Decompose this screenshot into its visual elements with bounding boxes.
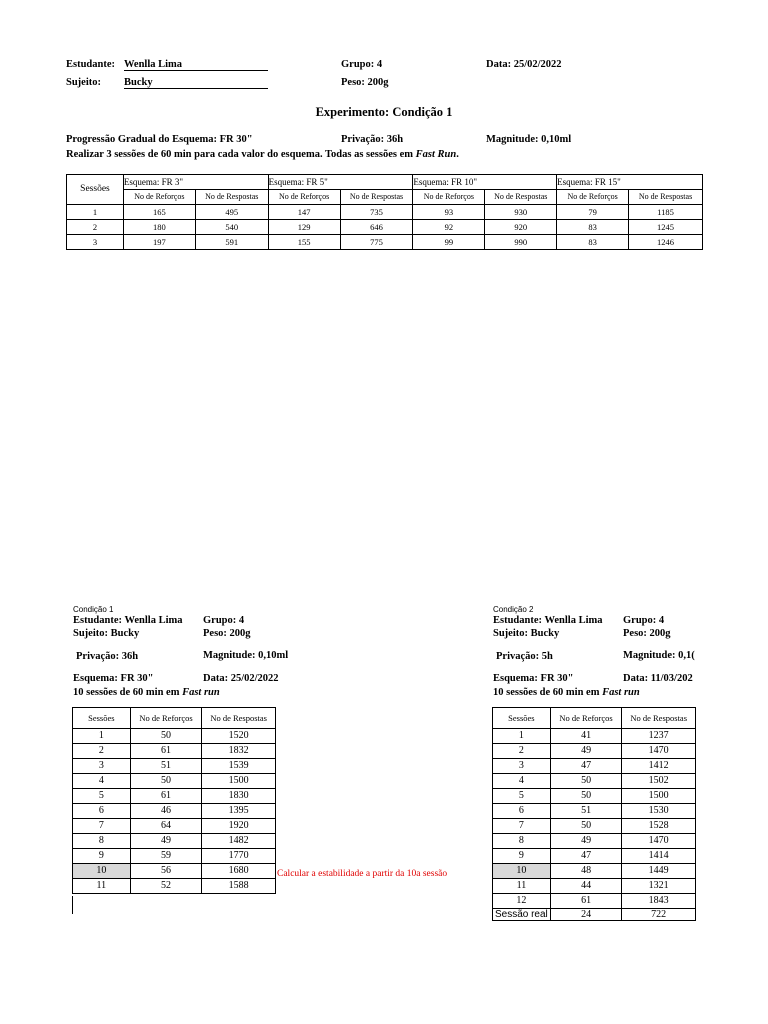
table-cell: 6: [73, 804, 131, 819]
table-row: [493, 879, 696, 894]
cond2-magnitude: Magnitude: 0,1(: [623, 650, 695, 661]
table-cell: 930: [485, 205, 557, 220]
table-cell: 197: [123, 235, 195, 250]
cond2-label: Condição 2: [493, 605, 534, 614]
cond1-sujeito: Sujeito: Bucky: [73, 628, 140, 639]
table-cell: 61: [130, 744, 202, 759]
table-row: [493, 744, 696, 759]
table-cell: 920: [485, 220, 557, 235]
table-cell: 4: [73, 774, 131, 789]
table-cell: 1470: [622, 834, 696, 849]
table-cell: 3: [493, 759, 551, 774]
table-cell: 1500: [202, 774, 276, 789]
table-cell: 7: [493, 819, 551, 834]
cond2-sessions-main: 10 sessões de 60 min em: [493, 687, 603, 698]
table-cell: 155: [268, 235, 340, 250]
table-row: [73, 879, 276, 894]
privacao-field: Privação: 36h: [341, 134, 404, 145]
table-cell: 1237: [622, 729, 696, 744]
cond1-sessions-main: 10 sessões de 60 min em: [73, 687, 183, 698]
table-cell: 83: [557, 235, 629, 250]
table-cell: 147: [268, 205, 340, 220]
instruction-end: .: [456, 149, 459, 160]
cond2-table: [492, 707, 696, 921]
table-cell: 591: [195, 235, 268, 250]
table-cell: 9: [73, 849, 131, 864]
table-cell: 47: [550, 849, 622, 864]
table-cell: 64: [130, 819, 202, 834]
table-cell: 1770: [202, 849, 276, 864]
table-cell: 1539: [202, 759, 276, 774]
table-cell: 1321: [622, 879, 696, 894]
cond2-col-respostas: No de Respostas: [622, 708, 696, 729]
sub-respostas: No de Respostas: [629, 190, 703, 205]
table-row: [67, 220, 703, 235]
table-cell: 1830: [202, 789, 276, 804]
cond2-sessions-text: [493, 687, 640, 698]
table-row: [73, 759, 276, 774]
cond2-sessions-italic: Fast run: [602, 687, 640, 698]
sub-respostas: No de Respostas: [195, 190, 268, 205]
col-sessoes: Sessões: [67, 175, 124, 205]
table-cell: 1502: [622, 774, 696, 789]
sujeito-value: Bucky: [124, 77, 268, 89]
magnitude-field: Magnitude: 0,10ml: [486, 134, 572, 145]
table-cell: 1843: [622, 894, 696, 909]
cond2-sujeito: Sujeito: Bucky: [493, 628, 560, 639]
table-cell: 83: [557, 220, 629, 235]
table-row: [493, 834, 696, 849]
table-cell: 59: [130, 849, 202, 864]
group-header: Esquema: FR 3": [123, 175, 268, 190]
table-cell: 50: [130, 729, 202, 744]
table-cell: 1920: [202, 819, 276, 834]
table-cell: 99: [413, 235, 485, 250]
table-cell: 61: [550, 894, 622, 909]
cond1-magnitude: Magnitude: 0,10ml: [203, 650, 289, 661]
table-cell: 775: [340, 235, 413, 250]
cond1-peso: Peso: 200g: [203, 628, 251, 639]
table-row: [493, 804, 696, 819]
table-cell: 11: [493, 879, 551, 894]
cond1-table: [72, 707, 276, 894]
table-row: [493, 729, 696, 744]
table-cell: 49: [550, 834, 622, 849]
table-cell: 1530: [622, 804, 696, 819]
peso-field: Peso: 200g: [341, 77, 389, 88]
table-cell: 7: [73, 819, 131, 834]
table-cell: 1449: [622, 864, 696, 879]
table-cell: 180: [123, 220, 195, 235]
table-cell: 2: [73, 744, 131, 759]
table-cell: 2: [493, 744, 551, 759]
table-cell: 12: [493, 894, 551, 909]
sub-respostas: No de Respostas: [340, 190, 413, 205]
table-cell: 735: [340, 205, 413, 220]
instruction-main: Realizar 3 sessões de 60 min para cada valor do esquema. Todas as sessões em: [66, 149, 416, 160]
table-cell: 1412: [622, 759, 696, 774]
table-row: [73, 849, 276, 864]
table-cell: 1414: [622, 849, 696, 864]
cond2-grupo: Grupo: 4: [623, 615, 665, 626]
table-cell: 990: [485, 235, 557, 250]
table-row: [73, 744, 276, 759]
sub-reforcos: No de Reforços: [123, 190, 195, 205]
table-cell: 48: [550, 864, 622, 879]
cond1-data: Data: 25/02/2022: [203, 673, 279, 684]
cond2-data: Data: 11/03/202: [623, 673, 693, 684]
progression-table-body: [67, 205, 703, 250]
table-row: [493, 759, 696, 774]
table-row: [493, 849, 696, 864]
table-cell: 5: [493, 789, 551, 804]
table-cell: 4: [493, 774, 551, 789]
table-cell: 1482: [202, 834, 276, 849]
cond1-col-reforcos: No de Reforços: [130, 708, 202, 729]
sub-reforcos: No de Reforços: [557, 190, 629, 205]
table-row: [493, 864, 696, 879]
cond1-col-respostas: No de Respostas: [202, 708, 276, 729]
page-title: Experimento: Condição 1: [315, 105, 453, 119]
cond1-left-border: [72, 896, 73, 914]
sujeito-label: Sujeito:: [66, 77, 101, 88]
table-cell: 92: [413, 220, 485, 235]
table-row: [73, 819, 276, 834]
cond1-sessions-text: [73, 687, 220, 698]
table-cell: 50: [550, 774, 622, 789]
cond2-table-body: [493, 729, 696, 909]
table-cell: 1185: [629, 205, 703, 220]
group-header: Esquema: FR 10": [413, 175, 557, 190]
progressao-esquema: Progressão Gradual do Esquema: FR 30": [66, 134, 253, 145]
table-cell: 49: [550, 744, 622, 759]
table-cell: 61: [130, 789, 202, 804]
table-cell: 51: [550, 804, 622, 819]
real-session-respostas: 722: [622, 909, 696, 921]
table-cell: 10: [493, 864, 551, 879]
cond1-grupo: Grupo: 4: [203, 615, 245, 626]
table-cell: 1528: [622, 819, 696, 834]
cond1-esquema: Esquema: FR 30": [73, 673, 154, 684]
table-cell: 8: [73, 834, 131, 849]
table-cell: 1500: [622, 789, 696, 804]
table-row: [67, 205, 703, 220]
cond1-label: Condição 1: [73, 605, 114, 614]
table-cell: 1: [73, 729, 131, 744]
cond1-estudante: Estudante: Wenlla Lima: [73, 615, 183, 626]
table-row: [493, 774, 696, 789]
table-row: [73, 804, 276, 819]
table-row: [67, 235, 703, 250]
table-row: [73, 729, 276, 744]
cond1-table-body: [73, 729, 276, 894]
cond1-privacao: Privação: 36h: [76, 651, 139, 662]
table-row: [73, 789, 276, 804]
cond2-col-reforcos: No de Reforços: [550, 708, 622, 729]
instruction-italic: Fast Run: [415, 149, 457, 160]
table-row: [493, 819, 696, 834]
table-cell: 11: [73, 879, 131, 894]
table-cell: 8: [493, 834, 551, 849]
table-cell: 3: [73, 759, 131, 774]
table-cell: 51: [130, 759, 202, 774]
cond2-privacao: Privação: 5h: [496, 651, 553, 662]
table-cell: 2: [67, 220, 124, 235]
table-row: [493, 894, 696, 909]
progression-table: [66, 174, 703, 250]
table-cell: 165: [123, 205, 195, 220]
stability-note: Calcular a estabilidade a partir da 10a sessão: [277, 869, 448, 879]
sub-reforcos: No de Reforços: [413, 190, 485, 205]
table-cell: 9: [493, 849, 551, 864]
table-cell: 5: [73, 789, 131, 804]
table-cell: 646: [340, 220, 413, 235]
table-cell: 1832: [202, 744, 276, 759]
cond1-col-sessoes: Sessões: [73, 708, 131, 729]
table-cell: 50: [550, 789, 622, 804]
table-cell: 10: [73, 864, 131, 879]
real-session-label: Sessão real: [493, 909, 551, 921]
table-cell: 1245: [629, 220, 703, 235]
table-row: [73, 774, 276, 789]
cond2-col-sessoes: Sessões: [493, 708, 551, 729]
table-cell: 1680: [202, 864, 276, 879]
table-cell: 52: [130, 879, 202, 894]
table-cell: 41: [550, 729, 622, 744]
table-cell: 1: [67, 205, 124, 220]
table-cell: 495: [195, 205, 268, 220]
cond2-peso: Peso: 200g: [623, 628, 671, 639]
table-cell: 3: [67, 235, 124, 250]
instruction-text: [66, 149, 459, 160]
table-cell: 1470: [622, 744, 696, 759]
estudante-value: Wenlla Lima: [124, 59, 268, 71]
table-cell: 6: [493, 804, 551, 819]
sub-reforcos: No de Reforços: [268, 190, 340, 205]
table-cell: 56: [130, 864, 202, 879]
table-cell: 1588: [202, 879, 276, 894]
cond2-estudante: Estudante: Wenlla Lima: [493, 615, 603, 626]
real-session-reforcos: 24: [550, 909, 622, 921]
table-row: [493, 789, 696, 804]
table-cell: 1520: [202, 729, 276, 744]
table-cell: 1395: [202, 804, 276, 819]
cond1-sessions-italic: Fast run: [182, 687, 220, 698]
sub-respostas: No de Respostas: [485, 190, 557, 205]
table-cell: 50: [550, 819, 622, 834]
data-field: Data: 25/02/2022: [486, 59, 562, 70]
table-row: [73, 864, 276, 879]
table-cell: 93: [413, 205, 485, 220]
table-cell: 44: [550, 879, 622, 894]
table-row: [73, 834, 276, 849]
group-header: Esquema: FR 15": [557, 175, 703, 190]
table-cell: 1: [493, 729, 551, 744]
estudante-label: Estudante:: [66, 59, 116, 70]
table-cell: 50: [130, 774, 202, 789]
grupo-field: Grupo: 4: [341, 59, 383, 70]
table-cell: 46: [130, 804, 202, 819]
table-cell: 129: [268, 220, 340, 235]
table-cell: 47: [550, 759, 622, 774]
cond2-esquema: Esquema: FR 30": [493, 673, 574, 684]
table-cell: 1246: [629, 235, 703, 250]
group-header: Esquema: FR 5": [268, 175, 413, 190]
table-cell: 79: [557, 205, 629, 220]
table-cell: 540: [195, 220, 268, 235]
table-cell: 49: [130, 834, 202, 849]
